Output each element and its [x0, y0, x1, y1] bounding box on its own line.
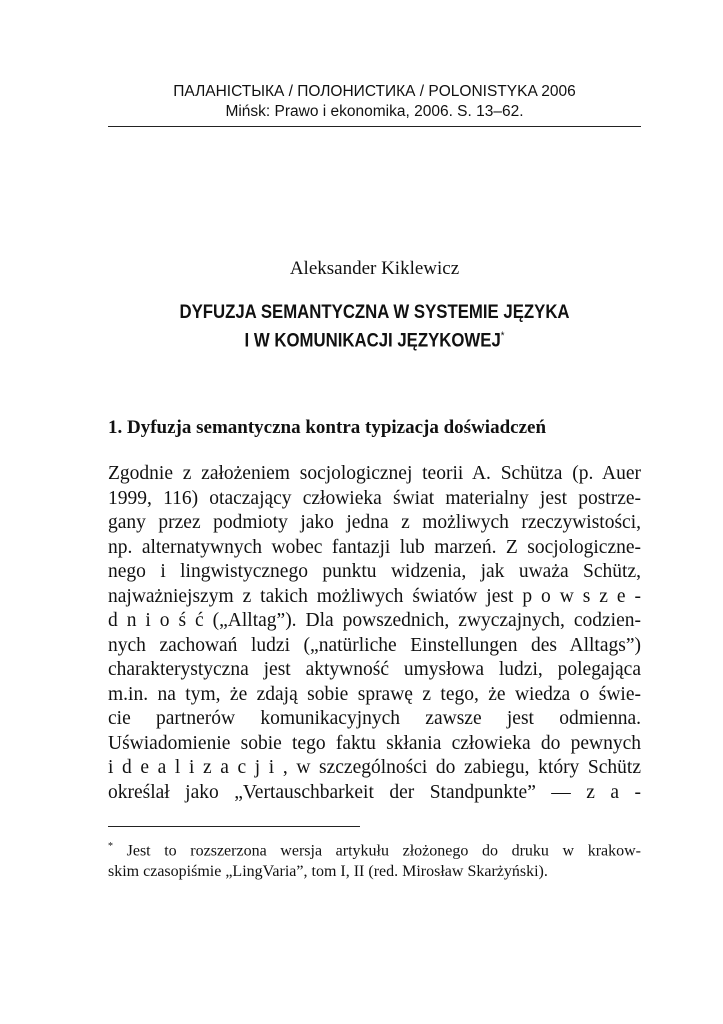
body-line: d n i o ś ć („Alltag”). Dla powszednich, zwyczajnych, codzien-	[108, 610, 641, 631]
author-name: Aleksander Kiklewicz	[289, 258, 460, 279]
body-line: nego i lingwistycznego punktu widzenia, jak uważa Schütz,	[108, 561, 641, 582]
footnote-divider	[108, 826, 360, 827]
body-line: Zgodnie z założeniem socjologicznej teorii A. Schütza (p. Auer	[108, 463, 641, 484]
footnote-line-2: skim czasopiśmie „LingVaria”, tom I, II (red. Mirosław Skarżyński).	[108, 863, 548, 881]
publication-info-line: Mińsk: Prawo i ekonomika, 2006. S. 13–62.	[225, 103, 524, 120]
title-line-2	[145, 324, 603, 353]
body-line: nych zachowań ludzi („natürliche Einstellungen des Alltags”)	[108, 634, 641, 656]
body-paragraph	[108, 462, 641, 805]
title-footnote-mark[interactable]: *	[500, 330, 505, 342]
body-line: Uświadomienie sobie tego faktu skłania człowieka do pewnych	[108, 732, 641, 754]
article-title	[145, 300, 603, 353]
body-line: gany przez podmioty jako jedna z możliwych rzeczywistości,	[108, 512, 641, 533]
running-header	[108, 82, 641, 122]
section-heading: 1. Dyfuzja semantyczna kontra typizacja doświadczeń	[108, 417, 547, 438]
body-line: najważniejszym z takich możliwych światów jest p o w s z e -	[108, 585, 641, 607]
body-line: 1999, 116) otaczający człowieka świat materialny jest postrze-	[108, 487, 641, 509]
body-line: np. alternatywnych wobec fantazji lub marzeń. Z socjologiczne-	[108, 536, 641, 558]
body-line: cie partnerów komunikacyjnych zawsze jest odmienna.	[108, 708, 641, 729]
journal-title-line: ПАЛАНІСТЫКА / ПОЛОНИСТИКА / POLONISTYKA 2006	[173, 83, 576, 100]
body-line: i d e a l i z a c j i , w szczególności do zabiegu, który Schütz	[108, 757, 641, 778]
title-line-2-text: I W KOMUNIKACJI JĘZYKOWEJ	[244, 329, 501, 352]
body-line: m.in. na tym, że zdają sobie sprawę z tego, że wiedza o świe-	[108, 683, 641, 705]
footnote-text-1: Jest to rozszerzona wersja artykułu złożonego do druku w krakow-	[113, 842, 641, 860]
header-divider	[108, 126, 641, 127]
footnote-mark: *	[108, 841, 113, 852]
footnote-line-1	[108, 836, 641, 861]
footnote	[108, 836, 641, 882]
title-line-1: DYFUZJA SEMANTYCZNA W SYSTEMIE JĘZYKA	[179, 301, 570, 323]
body-line: określał jako „Vertauschbarkeit der Standpunkte” — z a -	[108, 781, 641, 803]
body-line: charakterystyczna jest aktywność umysłowa ludzi, polegająca	[108, 659, 641, 680]
